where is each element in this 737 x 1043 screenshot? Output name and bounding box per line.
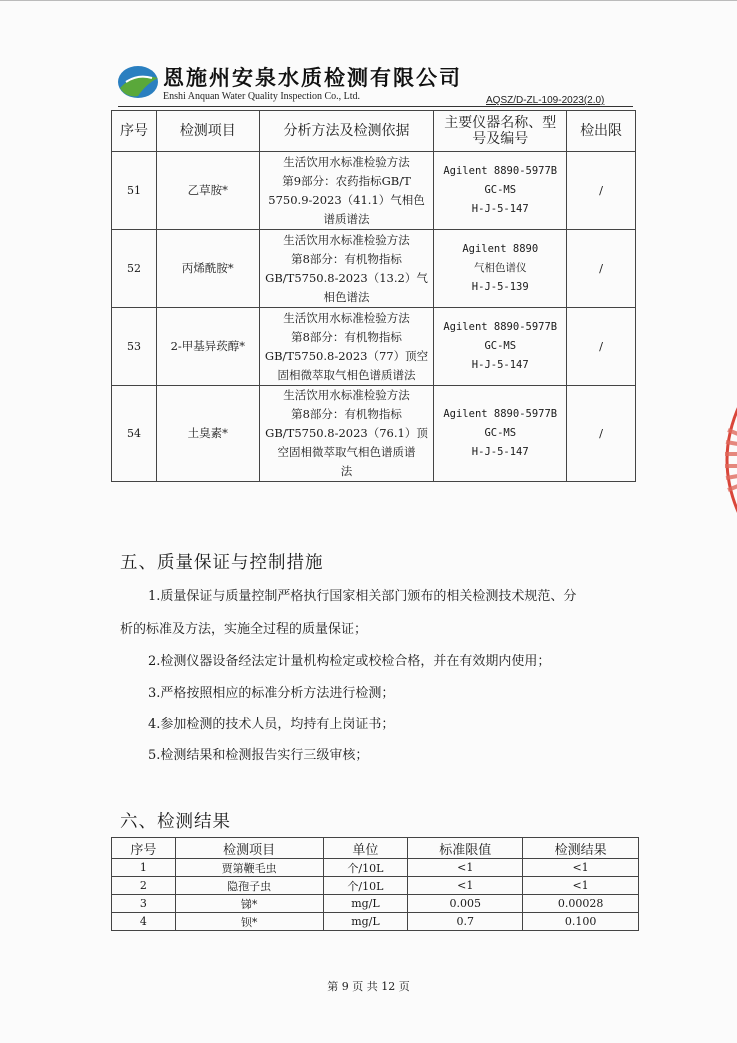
row-item: 丙烯酰胺*: [156, 230, 259, 308]
row-no: 54: [112, 386, 157, 482]
row-item: 锑*: [175, 895, 323, 913]
method-line: 第8部分：有机物指标: [291, 407, 402, 421]
row-limit: /: [567, 152, 636, 230]
col-header-result: 检测结果: [523, 838, 639, 859]
method-line: GB/T5750.8-2023（13.2）气: [265, 270, 428, 285]
row-result: <1: [523, 877, 639, 895]
row-limit: /: [567, 230, 636, 308]
section6-heading: 六、检测结果: [120, 812, 231, 832]
instrument-line: H-J-5-147: [471, 446, 529, 458]
col-header-no: 序号: [112, 838, 176, 859]
row-result: <1: [523, 859, 639, 877]
method-line: 第8部分：有机物指标: [291, 251, 402, 266]
col-header-limit: 标准限值: [408, 838, 523, 859]
table-row: [112, 895, 639, 913]
page-number: 第 9 页 共 12 页: [327, 980, 410, 993]
row-limit: <1: [408, 877, 523, 895]
method-line: GB/T5750.8-2023（77）顶空: [264, 348, 429, 363]
instrument-line: Agilent 8890-5977B: [443, 165, 558, 177]
row-limit: <1: [408, 859, 523, 877]
row-no: 3: [112, 895, 176, 913]
table-header-row: [112, 111, 636, 152]
company-logo: [116, 62, 160, 102]
row-item: 钡*: [175, 913, 323, 931]
row-method: [259, 386, 434, 482]
row-result: 0.00028: [523, 895, 639, 913]
row-instrument: [434, 386, 567, 482]
row-item: 2-甲基异莰醇*: [156, 308, 259, 386]
row-method: [259, 308, 434, 386]
instrument-line: H-J-5-139: [471, 281, 529, 293]
instrument-line: GC-MS: [484, 340, 517, 352]
instrument-line: GC-MS: [484, 184, 517, 196]
quality-item-2: 2.检测仪器设备经法定计量机构检定或校检合格，并在有效期内使用；: [148, 654, 551, 669]
row-unit: mg/L: [323, 913, 408, 931]
row-limit: /: [567, 308, 636, 386]
top-rule: [0, 0, 737, 1]
quality-item-1: 1.质量保证与质量控制严格执行国家相关部门颁布的相关检测技术规范、分: [148, 589, 577, 604]
document-code: AQSZ/D-ZL-109-2023(2.0): [486, 95, 605, 106]
row-no: 1: [112, 859, 176, 877]
section5-heading: 五、质量保证与控制措施: [120, 553, 324, 573]
header-rule: [118, 106, 633, 107]
col-header-item: 检测项目: [175, 838, 323, 859]
seal-stamp: [712, 400, 737, 520]
method-line: 谱质谱法: [323, 211, 370, 226]
table-row: [112, 877, 639, 895]
table-row: [112, 386, 636, 482]
company-name-en: Enshi Anquan Water Quality Inspection Co., Ltd.: [163, 91, 361, 102]
methods-table: [111, 110, 636, 482]
method-line: 固相微萃取气相色谱质谱法: [277, 367, 416, 382]
instrument-line: 气相色谱仪: [474, 262, 527, 274]
col-header-unit: 单位: [323, 838, 408, 859]
col-header-method: 分析方法及检测依据: [259, 111, 434, 152]
method-line: 生活饮用水标准检验方法: [283, 232, 410, 247]
row-unit: 个/10L: [323, 859, 408, 877]
row-instrument: [434, 308, 567, 386]
row-item: 土臭素*: [156, 386, 259, 482]
row-method: [259, 152, 434, 230]
row-result: 0.100: [523, 913, 639, 931]
row-instrument: [434, 230, 567, 308]
instrument-line: Agilent 8890: [462, 243, 539, 255]
row-no: 4: [112, 913, 176, 931]
method-line: GB/T5750.8-2023（76.1）顶: [265, 426, 428, 440]
method-line: 生活饮用水标准检验方法: [283, 388, 410, 402]
row-no: 2: [112, 877, 176, 895]
table-row: [112, 230, 636, 308]
instrument-line: H-J-5-147: [471, 359, 529, 371]
method-line: 生活饮用水标准检验方法: [283, 310, 410, 325]
row-no: 53: [112, 308, 157, 386]
table-row: [112, 152, 636, 230]
col-header-limit: 检出限: [567, 111, 636, 152]
col-header-item: 检测项目: [156, 111, 259, 152]
row-no: 51: [112, 152, 157, 230]
instrument-line: GC-MS: [484, 427, 517, 439]
quality-item-3: 3.严格按照相应的标准分析方法进行检测；: [148, 686, 395, 701]
row-item: 乙草胺*: [156, 152, 259, 230]
row-method: [259, 230, 434, 308]
table-header-row: [112, 838, 639, 859]
instrument-line: Agilent 8890-5977B: [443, 321, 558, 333]
results-table: [111, 837, 639, 931]
method-line: 相色谱法: [323, 289, 370, 304]
instrument-line: Agilent 8890-5977B: [443, 408, 558, 420]
row-item: 隐孢子虫: [175, 877, 323, 895]
quality-item-5: 5.检测结果和检测报告实行三级审核；: [148, 748, 369, 763]
row-unit: 个/10L: [323, 877, 408, 895]
method-line: 5750.9-2023（41.1）气相色: [268, 192, 425, 207]
method-line: 空固相微萃取气相色谱质谱: [277, 445, 416, 459]
quality-item-1-cont: 析的标准及方法，实施全过程的质量保证；: [120, 622, 368, 637]
row-no: 52: [112, 230, 157, 308]
method-line: 生活饮用水标准检验方法: [283, 154, 410, 169]
row-item: 贾第鞭毛虫: [175, 859, 323, 877]
company-name-cn: 恩施州安泉水质检测有限公司: [163, 65, 462, 90]
method-line: 法: [340, 464, 353, 478]
quality-item-4: 4.参加检测的技术人员，均持有上岗证书；: [148, 717, 395, 732]
instrument-line: H-J-5-147: [471, 203, 529, 215]
row-limit: 0.005: [408, 895, 523, 913]
row-limit: 0.7: [408, 913, 523, 931]
row-unit: mg/L: [323, 895, 408, 913]
row-instrument: [434, 152, 567, 230]
method-line: 第8部分：有机物指标: [291, 329, 402, 344]
table-row: [112, 308, 636, 386]
table-row: [112, 859, 639, 877]
method-line: 第9部分：农药指标GB/T: [282, 173, 411, 188]
row-limit: /: [567, 386, 636, 482]
table-row: [112, 913, 639, 931]
col-header-instrument: 主要仪器名称、型号及编号: [434, 111, 567, 152]
col-header-no: 序号: [112, 111, 157, 152]
